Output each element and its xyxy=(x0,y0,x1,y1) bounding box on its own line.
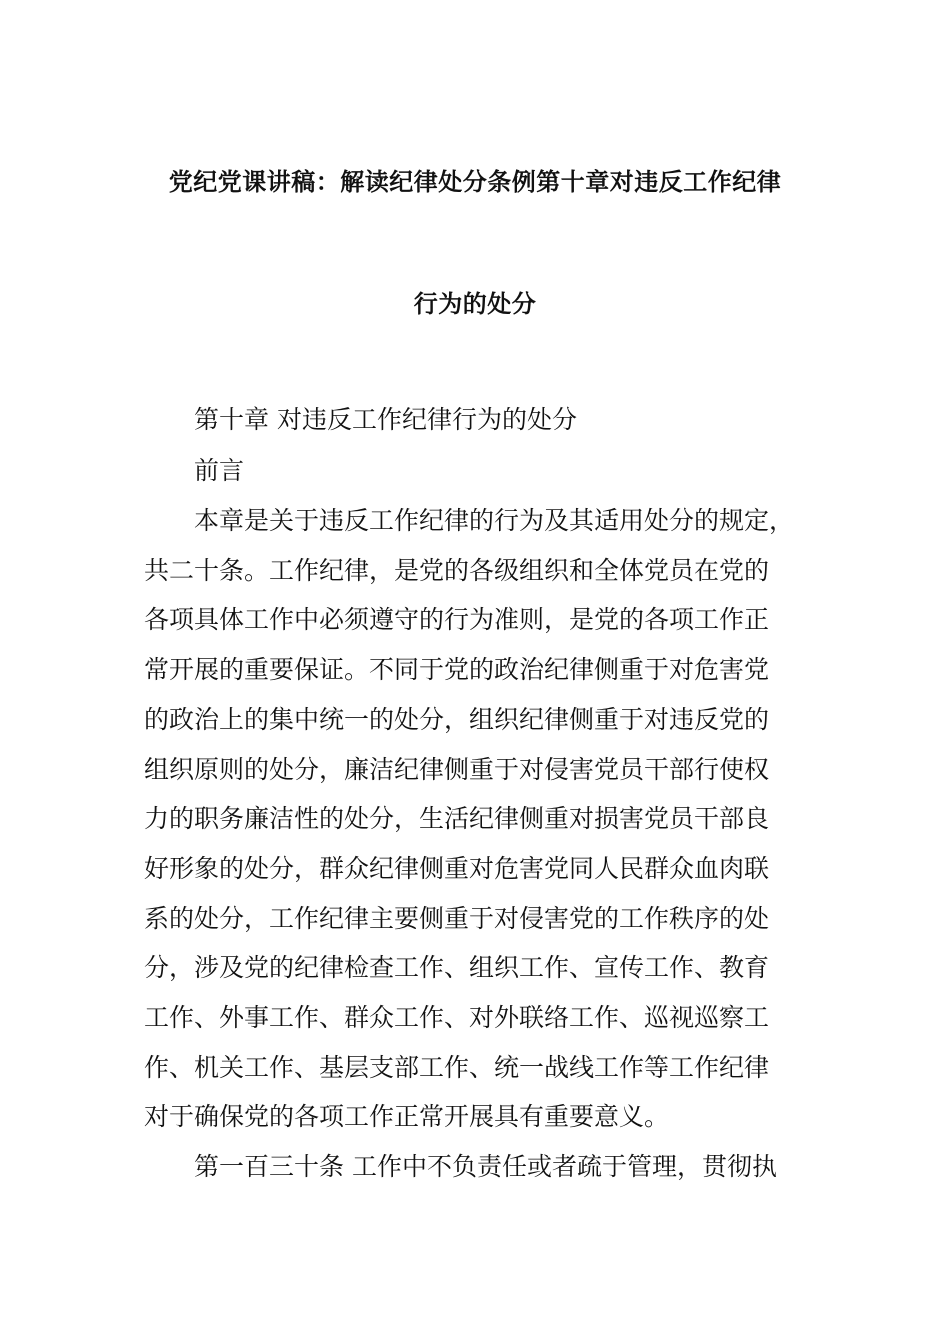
paragraph-line: 各项具体工作中必须遵守的行为准则，是党的各项工作正 xyxy=(144,605,770,634)
paragraph-line: 系的处分，工作纪律主要侧重于对侵害党的工作秩序的处 xyxy=(144,904,770,933)
paragraph-line: 分，涉及党的纪律检查工作、组织工作、宣传工作、教育 xyxy=(144,953,770,982)
paragraph-line: 好形象的处分，群众纪律侧重对危害党同人民群众血肉联 xyxy=(144,854,770,883)
paragraph-line: 共二十条。工作纪律，是党的各级组织和全体党员在党的 xyxy=(144,556,770,585)
chapter-heading: 第十章 对违反工作纪律行为的处分 xyxy=(194,405,577,434)
paragraph-line: 常开展的重要保证。不同于党的政治纪律侧重于对危害党 xyxy=(144,655,770,684)
paragraph-line: 力的职务廉洁性的处分，生活纪律侧重对损害党员干部良 xyxy=(144,804,770,833)
document-title-line-2: 行为的处分 xyxy=(413,290,537,318)
paragraph-line: 的政治上的集中统一的处分，组织纪律侧重于对违反党的 xyxy=(144,705,770,734)
preface-label: 前言 xyxy=(194,456,245,485)
paragraph-line: 作、机关工作、基层支部工作、统一战线工作等工作纪律 xyxy=(144,1053,770,1082)
paragraph-line: 本章是关于违反工作纪律的行为及其适用处分的规定， xyxy=(194,506,795,535)
paragraph-line: 工作、外事工作、群众工作、对外联络工作、巡视巡察工 xyxy=(144,1003,770,1032)
document-title-line-1: 党纪党课讲稿：解读纪律处分条例第十章对违反工作纪律 xyxy=(168,168,782,196)
article-line: 第一百三十条 工作中不负责任或者疏于管理，贯彻执 xyxy=(194,1152,777,1181)
paragraph-line: 组织原则的处分，廉洁纪律侧重于对侵害党员干部行使权 xyxy=(144,755,770,784)
paragraph-line: 对于确保党的各项工作正常开展具有重要意义。 xyxy=(144,1102,670,1131)
